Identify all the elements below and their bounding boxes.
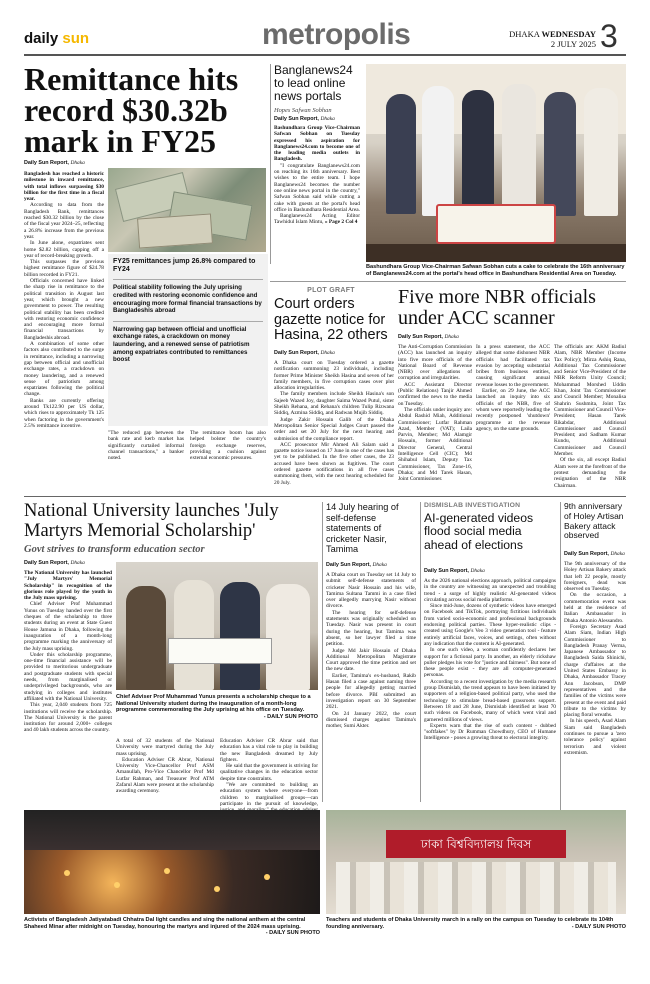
candle-vigil-photo: [24, 810, 320, 914]
holey-headline: 9th anniversary of Holey Artisan Bakery attack observed: [564, 502, 624, 541]
scholarship-subhead: Govt strives to transform education sector: [24, 544, 205, 555]
money-photo: [108, 168, 266, 252]
cake-cutting-photo: [366, 64, 626, 262]
remittance-headline: Remittance hits record $30.32b mark in FY25: [24, 64, 239, 157]
nbr-byline: Daily Sun Report, Dhaka: [398, 334, 459, 340]
nbr-col2: In a press statement, the ACC alleged that some dishonest NBR officials had facilitated tax evasion by accepting substantial bribes from business entities, causing significant annual revenue losses to the government. Earlier, on 29 June, the ACC launched an inquiry into six officials of the NBR, five of whom were reportedly leading the recently postponed 'shutdown' programme at the revenue agency, on the same grounds.: [476, 344, 550, 432]
yunus-scholarship-photo: [116, 562, 318, 690]
banglanews-headline: Banglanews24 to lead online news portals: [274, 64, 353, 103]
disinfo-byline: Daily Sun Report, Dhaka: [424, 568, 485, 574]
nasir-byline: Daily Sun Report, Dhaka: [326, 562, 387, 568]
nasir-headline: 14 July hearing of self-defense statements of cricketer Nasir, Tamima: [326, 502, 399, 554]
masthead: [0, 0, 650, 58]
remittance-col2: "The reduced gap between the bank rate and kerb market has significantly curtailed informal channel transactions," a banker noted.: [108, 430, 184, 462]
du-rally-caption: Teachers and students of Dhaka University march in a rally on the campus on Tuesday to celebrate its 104th founding anniversary. - DAILY SUN PHOTO: [326, 917, 626, 930]
du-rally-banner: ঢাকা বিশ্ববিদ্যালয় দিবস: [386, 830, 566, 858]
plot-kicker: PLOT GRAFT: [307, 287, 355, 294]
du-rally-photo: [326, 810, 626, 914]
remittance-byline: Daily Sun Report, Dhaka: [24, 160, 85, 166]
scholarship-headline: National University launches 'July Martyrs Memorial Scholarship': [24, 502, 279, 541]
dateline: DHAKA WEDNESDAY 2 JULY 2025: [509, 29, 596, 49]
scholarship-col2: A total of 32 students of the National University were martyred during the July mass uprising. Education Adviser CR Abrar, National University Vice-Chancellor Prof ASM Amanullah, Pro-Vice Chancellor Prof Md Lutfar Rahman, and Treasurer Prof ATM Zafarul Alam were present at the scholarship awarding ceremony.: [116, 738, 214, 795]
banglanews-body: Bashundhara Group Vice-Chairman Safwan Sobhan on Tuesday expressed his aspiration for Banglanews24.com to become one of the leading media outlets in Bangladesh. "I congratulate Banglanews24.com on reaching its 16th anniversary. Best wishes to the entire team. I hope Banglanews24 becomes the number one online news portal in the country," Safwan Sobhan said while cutting a cake with guests at the portal's head office in Bashundhara Residential Area. Banglanews24 Acting Editor Tawhidul Islam Mintu, » Page 2 Col 4: [274, 125, 360, 226]
banglanews-byline: Daily Sun Report, Dhaka: [274, 116, 335, 122]
section-title: metropolis: [262, 18, 411, 51]
remittance-callout: FY25 remittances jump 26.8% compared to FY24 Political stability following the July uprising credited with restoring economic confidence and encouraging more formal financial transactions by Bangladeshis abroad Narrowing gap between official and unofficial exchange rates, a crackdown on money laundering, and a renewed sense of patriotism among expatriates contributed to remittances boost: [108, 254, 268, 426]
brand-logo: daily sun: [24, 30, 90, 47]
plot-byline: Daily Sun Report, Dhaka: [274, 350, 335, 356]
disinfo-body: As the 2026 national elections approach, political campaigns in the country are witnessing an unexpected and troubling trend - a surge of highly realistic AI-generated videos circulating across social media platforms. Since mid-June, dozens of synthetic videos have emerged on Facebook and TikTok, portraying fictitious individuals from varied socio-economic and professional backgrounds endorsing political parties. These hyper-realistic clips - created using Google's Veo 3 video generation tool - feature entirely artificial faces, voices, and settings, often without any indication that the content is AI-generated. In one such video, a woman confidently declares her support for a fictional party. In another, an elderly rickshaw puller pledges his vote for "justice and fairness". But none of these people exist - they are all computer-generated personas. According to a recent investigation by the media research group Dismislab, the trend appears to have been initiated by supporters of a religion-based political party, who used the technology to stimulate bread-based grassroots support. Between 18 and 28 June, Dismislab identified at least 70 such videos on Facebook, many of which went viral and garnered millions of views. Experts warn that the rise of such content - dubbed "softfakes" by Dr Rumman Chowdhury, CEO of Humane Intelligence - poses a growing threat to electoral integrity.: [424, 578, 556, 742]
disinfo-headline: AI-generated videos flood social media ahead of elections: [424, 512, 534, 552]
scholarship-col3: Education Adviser CR Abrar said that education has a vital role to play in building the new Bangladesh dreamed by July fighters. He said that the government is striving for qualitative changes in the education sector despite time constraints. "We are committed to building an education system where everyone—from children to marginalised groups—can participate in the pursuit of knowledge,: [220, 738, 318, 807]
holey-body: The 9th anniversary of the Holey Artisan Bakery attack that left 22 people, mostly foreigners, dead was observed on Tuesday. On the occasion, a commemoration event was held at the residence of Italian Ambassador in Dhaka Antonio Alessandro. Foreign Secretary Asad Alam Siam, Indian High Commissioner to Bangladesh Pranay Verma, Japanese Ambassador to Bangladesh Saida Shinichi, charge d'affaires at the United States Embassy in Dhaka, Ambassador Tracey Ann Jacobson, DMP representatives and the families of the victims were present at the event and paid tribute to the victims by placing floral wreaths. In his speech, Asad Alam Siam said Bangladesh continues to pursue a 'zero tolerance policy' against terrorism and violent extremism.: [564, 561, 626, 756]
scholarship-caption: Chief Adviser Prof Muhammad Yunus presents a scholarship cheque to a National University student during the inauguration of a month-long programme commemorating the July uprising at his office on Tuesday. - DAILY SUN PHOTO: [116, 694, 318, 720]
scholarship-col1: The National University has launched "July Martyrs' Memorial Scholarship" in recognition of the glorious role played by the youth in the July mass uprising. Chief Adviser Prof Muhammad Yunus on Tuesday handed over the first cheques of the scholarship to three students during an event at State Guest House Jamuna in Dhaka, following the inauguration of a month-long programme marking the anniversary of the July mass uprising. Under this scholarship programme, one-time financial assistance will be provided to meritorious undergraduate and postgraduate students with special needs, from marginalised or underprivileged backgrounds, who are studying in colleges and institutes affiliated with the National University. This year, 2,040 students from 725 institutions will receive the scholarship. The National University is the parent institution for around 2,000+ colleges and 40 lakh students across the country.: [24, 570, 112, 734]
nbr-col1: The Anti-Corruption Commission (ACC) has launched an inquiry into five more officials of the National Board of Revenue (NBR) over allegations of corruption and irregularities. ACC Assistant Director (Public Relations) Tanjir Ahmed confirmed the news to the media on Tuesday. The officials under inquiry are: Abdul Rashid Miah, Additional Commissioner; Lutfar Rahman Azad, Member (VAT); Laila Parvin, Member; Md Alamgir Hossain, former Additional Director General, Central Intelligence Cell (CIC); Md Shihabul Islam, Deputy Tax Commissioner, Tax Zone-16, Dhaka; and Md Tarek Hasan, Joint Commissioner.: [398, 344, 472, 483]
nasir-body: A Dhaka court on Tuesday set 14 July to submit self-defense statements of cricketer Nasir Hossain and his wife, Tamima Sultana Tammi in a case filed over allegedly marrying Nasir without divorce. The hearing for self-defense statements was originally scheduled on Tuesday. Nasir was present in court during the hearing, but Tamima was absent, so her lawyer filed a time petition. Judge Md Jakir Hossain of Dhaka Additional Metropolitan Magistrate Court approved the time petition and set the new date. Earlier, Tamima's ex-husband, Rakib Hasan filed a case against naming three people for allegedly getting married before divorce. PBI submitted an investigation report on 30 September 2021. On 24 January 2022, the court dismissed charges against Tamima's mother, Sumi Akter.: [326, 572, 416, 730]
page-number: 3: [600, 18, 618, 54]
plot-headline: Court orders gazette notice for Hasina, 22 others: [274, 297, 388, 343]
nbr-col3: The officials are: AKM Badiul Alam, NBR Member (Income Tax Policy); Mirza Ashiq Rana, Additional Tax Commissioner and Senior Vice-President of the NBR Reform Unity Council; Mohammad Morshed Uddin Khan, Joint Tax Commissioner and Council Member; Monalisa Shahrin Sushmita, Joint Tax Commissioner and Council Vice-President; Hasan Tarek Rikabdar, Additional Commissioner and Council President; and Sadham Kumar Kundu, Additional Commissioner and Council Member. Of the six, all except Badiul Alam were at the forefront of the protest demanding the resignation of the NBR Chairman.: [554, 344, 626, 489]
holey-byline: Daily Sun Report, Dhaka: [564, 551, 625, 557]
banglanews-caption: Bashundhara Group Vice-Chairman Safwan Sobhan cuts a cake to celebrate the 16th anniversary of Banglanews24.com at the portal's head office in Bashundhara Residential Area on Tuesday.: [366, 264, 625, 277]
remittance-col1: Bangladesh has reached a historic milestone in inward remittance, with total inflows surpassing $30 billion for the first time in a fiscal year. According to data from the Bangladesh Bank, remittances reached $30.32 billion by the close of the fiscal year 2024–25, reflecting a 26.8% increase from the previous year. In June alone, expatriates sent home $2.82 billion, capping off a year of record-breaking growth. This surpasses the previous highest remittance figure of $24.78 billion recorded in FY21. Officials concerned have linked the sharp rise in remittance to the political transition in August last year, which brought a new government to power. The resulting political stability has been credited with restoring economic confidence and encouraging more formal financial transactions by Bangladeshis abroad. A combination of some other factors also contributed to the surge in remittance, including a narrowing gap between official and unofficial exchange rates, a crackdown on money laundering, and a renewed sense of patriotism among expatriates following the political change. Banks are currently offering around Tk122.90 per US dollar, which rises to approximately Tk 125 when factoring in the government's 2.5% remittance incentive.: [24, 171, 104, 429]
remittance-col3: The remittance boom has also helped bolster the country's foreign exchange reserves, providing a cushion against external economic pressures.: [190, 430, 266, 462]
candle-vigil-caption: Activists of Bangladesh Jatiyatabadi Chhatra Dal light candles and sing the national anthem at the central Shaheed Minar after midnight on Tuesday, honouring the martyrs and injured of the 2024 mass uprising. - DAILY SUN PHOTO: [24, 917, 320, 937]
banglanews-author: Hopes Safwan Sobhan: [274, 107, 332, 114]
scholarship-byline: Daily Sun Report, Dhaka: [24, 560, 85, 566]
disinfo-kicker: DISMISLAB INVESTIGATION: [424, 502, 521, 509]
plot-body: A Dhaka court on Tuesday ordered a gazette notification summoning 23 individuals, including former Prime Minister Sheikh Hasina and seven of her family members, in five corruption cases over plot allocation irregularities. The family members include Sheikh Hasina's son Sajeeb Wazed Joy, daughter Saima Wazed Putul, sister Sheikh Rehana, and Rehana's children Tulip Rizwana Siddiq, Azmina Siddiq, and Radwan Mujib Siddiq. Judge Zakir Hossain Galib of the Dhaka Metropolitan Senior Special Judges Court passed the order and set 20 July for the next hearing and submission of the compliance report. ACC prosecutor Mir Ahmed Ali Salam said a gazette notice issued on 17 June in one of the cases has yet to be published. In the five other cases, the 23 accused have been shown as fugitives. The court ordered gazette notifications in all five cases summoning them, with the next hearing scheduled for 20 July.: [274, 360, 394, 486]
nbr-headline: Five more NBR officials under ACC scanner: [398, 287, 596, 329]
